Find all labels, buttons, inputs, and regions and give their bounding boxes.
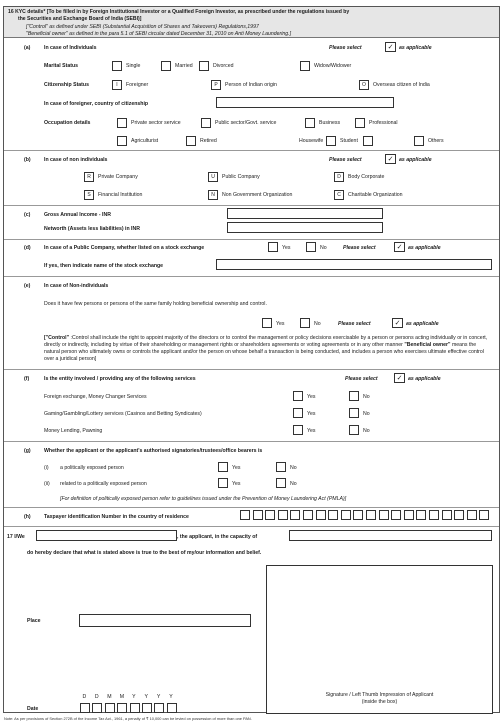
section-a-title: In case of Individuals <box>44 45 97 51</box>
occupation-public-checkbox[interactable] <box>201 118 211 128</box>
as-applicable-e: as applicable <box>406 321 439 327</box>
tin-digit-cell[interactable] <box>303 510 313 520</box>
section-b-title: In case of non individuals <box>44 157 108 163</box>
tin-digit-cell[interactable] <box>341 510 351 520</box>
please-select-f: Please select <box>345 376 378 382</box>
listed-yes-checkbox[interactable] <box>268 242 278 252</box>
service-gaming-label: Gaming/Gambling/Lottery services (Casinos and Betting Syndicates) <box>44 411 202 417</box>
check-icon: ✓ <box>385 154 396 164</box>
tin-digit-cell[interactable] <box>290 510 300 520</box>
occupation-housewife-checkbox[interactable] <box>326 136 336 146</box>
section-a-marker: (a) <box>24 45 31 51</box>
pep-no-checkbox[interactable] <box>276 462 286 472</box>
as-applicable-d: as applicable <box>408 245 441 251</box>
control-definition-paragraph <box>44 335 492 363</box>
marital-divorced-checkbox[interactable] <box>199 61 209 71</box>
forex-no-label: No <box>363 394 370 400</box>
type-private-company-box[interactable]: R <box>84 172 94 182</box>
tin-digit-cell[interactable] <box>416 510 426 520</box>
listed-no-label: No <box>320 245 327 251</box>
related-pep-no-checkbox[interactable] <box>276 478 286 488</box>
income-label: Gross Annual Income - INR <box>44 212 111 218</box>
gross-income-input[interactable] <box>227 208 383 219</box>
date-format-letter: D <box>94 694 99 700</box>
section-e-title: In case of Non-individuals <box>44 283 109 289</box>
date-digit-cell[interactable] <box>167 703 177 713</box>
section-e-marker: (e) <box>24 283 31 289</box>
date-digit-cell[interactable] <box>117 703 127 713</box>
type-body-corporate-box[interactable]: D <box>334 172 344 182</box>
section-f-title: Is the entity involved / providing any of the following services <box>44 376 196 382</box>
date-digit-cell[interactable] <box>105 703 115 713</box>
beneficial-owner-text: means the natural person who ultimately owns or controls the applicant and/or the person on whose behalf a transaction is being conducted, and includes a person who exercises ultimate effective control over a juridical person] <box>44 342 484 362</box>
tin-digit-cell[interactable] <box>379 510 389 520</box>
divider <box>4 239 499 240</box>
related-pep-marker: (ii) <box>44 481 50 487</box>
gaming-yes-checkbox[interactable] <box>293 408 303 418</box>
citizenship-status-label: Citizenship Status <box>44 82 89 88</box>
occupation-agriculturist-label: Agriculturist <box>131 138 159 144</box>
lending-no-label: No <box>363 428 370 434</box>
please-select-b: Please select <box>329 157 362 163</box>
pep-label: a politically exposed person <box>60 465 124 471</box>
lending-yes-checkbox[interactable] <box>293 425 303 435</box>
networth-label: Networth (Assets less liabilities) in INR <box>44 226 140 232</box>
foreigner-country-label: In case of foreigner, country of citizenship <box>44 101 149 107</box>
family-no-checkbox[interactable] <box>300 318 310 328</box>
related-pep-yes-checkbox[interactable] <box>218 478 228 488</box>
check-icon: ✓ <box>394 242 405 252</box>
occupation-business-checkbox[interactable] <box>305 118 315 128</box>
occupation-public-label: Public sector/Govt. service <box>215 120 277 126</box>
occupation-private-checkbox[interactable] <box>117 118 127 128</box>
section-g-title: Whether the applicant or the applicant's authorised signatories/trustees/office bearers is <box>44 448 263 454</box>
header-title-line2: the Securities and Exchange Board of India (SEBI)] <box>18 16 142 22</box>
type-charitable-box[interactable]: C <box>334 190 344 200</box>
type-body-corporate-label: Body Corporate <box>348 174 385 180</box>
marital-divorced-label: Divorced <box>213 63 234 69</box>
tin-digit-cell[interactable] <box>429 510 439 520</box>
occupation-others-label: Others <box>428 138 444 144</box>
forex-yes-label: Yes <box>307 394 316 400</box>
type-financial-institution-label: Financial Institution <box>98 192 143 198</box>
type-ngo-box[interactable]: N <box>208 190 218 200</box>
tin-label: Taxpayer identification Number in the country of residence <box>44 514 189 520</box>
divider <box>4 276 499 277</box>
header-title-line1: 16 KYC details* [To be filled in by Foreign Institutional Investor or a Qualified Foreign Investor, as prescribed under the regulations issued by <box>8 9 350 15</box>
capacity-label: , the applicant, in the capacity of <box>177 534 258 540</box>
forex-no-checkbox[interactable] <box>349 391 359 401</box>
date-digit-cell[interactable] <box>80 703 90 713</box>
occupation-agriculturist-checkbox[interactable] <box>117 136 127 146</box>
divider <box>4 205 499 206</box>
pep-marker: (i) <box>44 465 49 471</box>
date-format-letter: Y <box>169 694 173 700</box>
citizenship-oci-label: Overseas citizen of India <box>373 82 430 88</box>
occupation-student-label: Student <box>340 138 358 144</box>
control-definition-text: :Control shall include the right to appoint majority of the directors or to control the management or policy decisions exercisable by a person or persons acting individually or in concert, directly or indirectly, including by virtue of their shareholding or management rights or shareholders agreements or voting agreements or in any other manner <box>44 335 488 348</box>
tin-digit-cell[interactable] <box>467 510 477 520</box>
occupation-retired-label: Retired <box>200 138 217 144</box>
marital-widow-label: Widow/Widower <box>314 63 352 69</box>
date-digit-cell[interactable] <box>142 703 152 713</box>
citizenship-foreigner-label: Foreigner <box>126 82 149 88</box>
tin-digit-cell[interactable] <box>454 510 464 520</box>
check-icon: ✓ <box>394 373 405 383</box>
occupation-professional-label: Professional <box>369 120 398 126</box>
footer-note: Note: As per provisions of Section 272B of the Income Tax Act., 1961, a penalty of ₹ 10,000 can be levied on possession of more than one PAN. <box>4 716 252 721</box>
listed-no-checkbox[interactable] <box>306 242 316 252</box>
stock-exchange-label: If yes, then indicate name of the stock exchange <box>44 263 164 269</box>
listed-yes-label: Yes <box>282 245 291 251</box>
section-g-marker: (g) <box>24 448 31 454</box>
as-applicable-f: as applicable <box>408 376 441 382</box>
control-definition: ["Control" as defined under SEBI (Substantial Acquisition of Shares and Takeovers) Regulations,1997 <box>26 24 259 30</box>
marital-widow-checkbox[interactable] <box>300 61 310 71</box>
section-f-marker: (f) <box>24 376 30 382</box>
citizenship-pio-label: Person of Indian origin <box>225 82 277 88</box>
pep-yes-checkbox[interactable] <box>218 462 228 472</box>
beneficial-owner-term: "Beneficial owner" <box>404 342 451 348</box>
lending-no-checkbox[interactable] <box>349 425 359 435</box>
section-h-marker: (h) <box>24 514 31 520</box>
date-format-letter: Y <box>132 694 136 700</box>
tin-digit-cell[interactable] <box>240 510 250 520</box>
citizenship-foreigner-box[interactable]: I <box>112 80 122 90</box>
section-c-marker: (c) <box>24 212 31 218</box>
occupation-business-label: Business <box>319 120 341 126</box>
family-yes-checkbox[interactable] <box>262 318 272 328</box>
check-icon: ✓ <box>392 318 403 328</box>
place-input[interactable] <box>79 614 251 627</box>
family-yes-label: Yes <box>276 321 285 327</box>
marital-single-label: Single <box>126 63 141 69</box>
tin-digit-cell[interactable] <box>479 510 489 520</box>
tin-digit-cell[interactable] <box>278 510 288 520</box>
section-d-title: In case of a Public Company, whether listed on a stock exchange <box>44 245 205 251</box>
gaming-yes-label: Yes <box>307 411 316 417</box>
citizenship-pio-box[interactable]: P <box>211 80 221 90</box>
declaration-statement: do hereby declare that what is stated above is true to the best of my/our information and belief. <box>27 550 262 556</box>
occupation-retired-checkbox[interactable] <box>186 136 196 146</box>
applicant-name-input[interactable] <box>36 530 177 541</box>
type-public-company-label: Public Company <box>222 174 260 180</box>
networth-input[interactable] <box>227 222 383 233</box>
related-pep-no-label: No <box>290 481 297 487</box>
please-select-d: Please select <box>343 245 376 251</box>
tin-digit-cell[interactable] <box>253 510 263 520</box>
tin-digit-cell[interactable] <box>366 510 376 520</box>
related-pep-label: related to a politically exposed person <box>60 481 147 487</box>
date-format-letter: M <box>107 694 112 700</box>
family-ownership-question: Does it have few persons or persons of the same family holding beneficial ownership and control. <box>44 301 267 307</box>
tin-digit-cell[interactable] <box>328 510 338 520</box>
occupation-private-label: Private sector service <box>131 120 181 126</box>
stock-exchange-input[interactable] <box>216 259 492 270</box>
family-no-label: No <box>314 321 321 327</box>
signature-caption: Signature / Left Thumb Impression of Applicant <box>325 692 434 698</box>
occupation-student-checkbox[interactable] <box>363 136 373 146</box>
divider <box>4 369 499 370</box>
forex-yes-checkbox[interactable] <box>293 391 303 401</box>
tin-digit-cell[interactable] <box>265 510 275 520</box>
tin-digit-cell[interactable] <box>404 510 414 520</box>
related-pep-yes-label: Yes <box>232 481 241 487</box>
please-select-e: Please select <box>338 321 371 327</box>
citizenship-oci-box[interactable]: O <box>359 80 369 90</box>
occupation-housewife-label: Housewife <box>299 138 324 144</box>
date-label: Date <box>27 706 39 712</box>
marital-single-checkbox[interactable] <box>112 61 122 71</box>
type-public-company-box[interactable]: U <box>208 172 218 182</box>
divider <box>4 150 499 151</box>
signature-caption-sub: (inside the box) <box>361 699 398 705</box>
divider <box>4 441 499 442</box>
date-format-letter: M <box>119 694 125 700</box>
date-digit-cell[interactable] <box>130 703 140 713</box>
service-lending-label: Money Lending, Pawning <box>44 428 103 434</box>
beneficial-owner-definition: "Beneficial owner" as defined in the para 5.1 of SEBI circular dated December 31, 2010 on Anti Money Laundering.] <box>26 31 292 37</box>
control-term: ["Control" <box>44 335 70 341</box>
section-d-marker: (d) <box>24 245 31 251</box>
date-format-letter: D <box>82 694 87 700</box>
lending-yes-label: Yes <box>307 428 316 434</box>
kyc-form <box>3 6 500 713</box>
occupation-professional-checkbox[interactable] <box>355 118 365 128</box>
divider <box>4 526 499 527</box>
please-select-a: Please select <box>329 45 362 51</box>
pep-no-label: No <box>290 465 297 471</box>
divider <box>4 507 499 508</box>
marital-married-checkbox[interactable] <box>161 61 171 71</box>
type-ngo-label: Non Government Organization <box>222 192 293 198</box>
date-format-letter: Y <box>144 694 148 700</box>
pep-footnote: [For definition of politically exposed person refer to guidelines issued under the Prevention of Money Laundering Act (PMLA)] <box>60 496 347 502</box>
tin-digit-cell[interactable] <box>353 510 363 520</box>
tin-digit-cell[interactable] <box>442 510 452 520</box>
as-applicable-a: as applicable <box>399 45 432 51</box>
form-header <box>4 7 499 38</box>
check-icon: ✓ <box>385 42 396 52</box>
capacity-input[interactable] <box>289 530 492 541</box>
place-label: Place <box>27 618 41 624</box>
tin-digit-cell[interactable] <box>391 510 401 520</box>
section-b-marker: (b) <box>24 157 31 163</box>
occupation-others-checkbox[interactable] <box>414 136 424 146</box>
date-digit-cell[interactable] <box>154 703 164 713</box>
date-digit-cell[interactable] <box>92 703 102 713</box>
country-of-citizenship-input[interactable] <box>216 97 394 108</box>
type-charitable-label: Charitable Organization <box>348 192 403 198</box>
marital-status-label: Marital Status <box>44 63 79 69</box>
date-format-letter: Y <box>156 694 161 700</box>
service-forex-label: Foreign exchange, Money Changer Services <box>44 394 147 400</box>
gaming-no-checkbox[interactable] <box>349 408 359 418</box>
type-financial-institution-box[interactable]: S <box>84 190 94 200</box>
tin-digit-cell[interactable] <box>316 510 326 520</box>
pep-yes-label: Yes <box>232 465 241 471</box>
type-private-company-label: Private Company <box>98 174 138 180</box>
marital-married-label: Married <box>175 63 193 69</box>
gaming-no-label: No <box>363 411 370 417</box>
declaration-number: 17 I/We <box>7 534 25 540</box>
as-applicable-b: as applicable <box>399 157 432 163</box>
occupation-label: Occupation details <box>44 120 91 126</box>
